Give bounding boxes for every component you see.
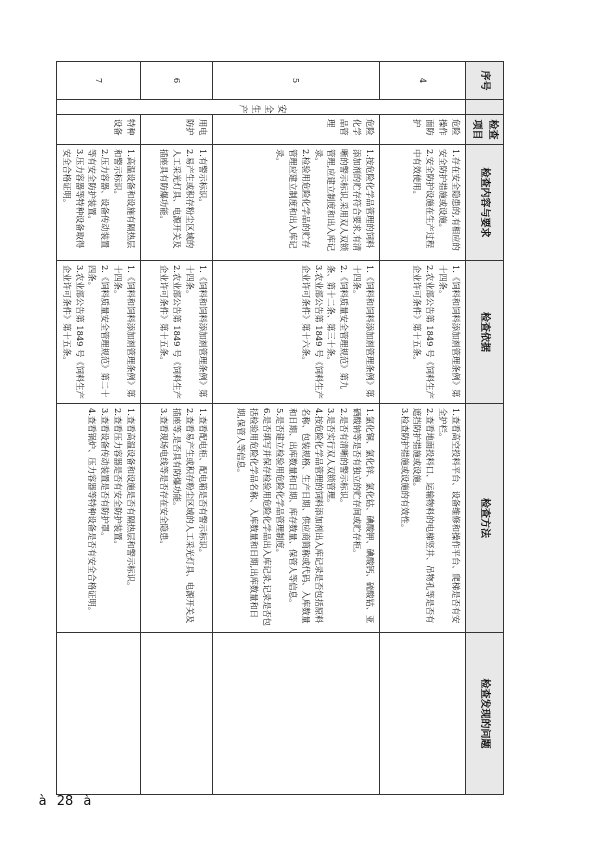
method-line: 3.查看现场电线等是否存在安全隐患。: [159, 408, 170, 549]
page-number-right-mark: à: [83, 794, 92, 809]
basis-cell: [380, 261, 466, 404]
category-cell: [56, 100, 465, 115]
basis-line: 2.《饲料质量安全管理规范》第九条、第十二条、第三十条。: [326, 265, 350, 390]
basis-line: 1.《饲料和饲料添加剂管理条例》第十四条。: [438, 265, 461, 398]
header-item: 检查项目: [466, 115, 504, 145]
issues-cell: [141, 633, 213, 795]
table-row: [141, 62, 213, 795]
content-line: 3.压力容器等特种设备取得安全合格证明。: [61, 149, 85, 249]
category-label: 安全生产: [236, 104, 286, 114]
method-line: 4.按危险化学品管理的饲料添加剂出入库记录是否包括原料名称、包装规格、生产日期、供应商简称或代码、入库数量和日期、出库数量和日期、库存数量、保管人等信息。: [287, 408, 324, 624]
item-cell: 用电防护: [141, 115, 213, 145]
header-basis: 检查依据: [466, 261, 504, 404]
issues-cell: [213, 633, 380, 795]
content-cell: [141, 145, 213, 261]
method-line: 2.查看地面投料口、运输物料的电梯竖井、吊物孔等是否有遮挡防护措施或设施。: [412, 408, 436, 624]
content-cell: [56, 145, 140, 261]
basis-line: 1.《饲料和饲料添加剂管理条例》第十四条。: [113, 265, 136, 398]
method-line: 6.是否填写并保存检验用危险化学品出入库记录,记录是否包括检验用危险化学品名称、入库数量和日期,出库数量和日期,保管人等信息。: [236, 408, 273, 626]
row-number: 6: [141, 62, 213, 100]
basis-line: 3.农业部公告第 1849 号《饲料生产企业许可条件》第十五条。: [61, 265, 85, 399]
method-line: 1.氯化铜、氯化锌、氯化钴、碘酸钾、碘酸钙、硫酸钴、亚硒酸钠等是否有独立的贮存间或贮存柜。: [352, 408, 375, 624]
content-line: 1.存在安全隐患的,有相应的安全防护措施或设施。: [438, 149, 461, 251]
method-line: 5.是否建立检验用危险化学品管理制度。: [274, 408, 285, 557]
basis-line: 3.农业部公告第 1849 号《饲料生产企业许可条件》第十六条。: [300, 265, 324, 399]
basis-line: 1.《饲料和饲料添加剂管理条例》第十四条。: [352, 265, 375, 398]
content-line: 2.压力容器、设备传动装置等有安全防护装置。: [87, 149, 111, 249]
inspection-table: [56, 61, 504, 795]
table-row: [380, 62, 466, 795]
row-number: 7: [56, 62, 140, 100]
content-cell: [380, 145, 466, 261]
item-cell: 危险化学品管理: [213, 115, 380, 145]
issues-cell: [56, 633, 140, 795]
header-row: [466, 62, 504, 795]
header-category: [466, 100, 504, 115]
basis-line: 1.《饲料和饲料添加剂管理条例》第十四条。: [185, 265, 208, 398]
method-line: 1.查看高温设备和设施是否有隔热层和警示标识。: [126, 408, 136, 591]
row-number: 5: [213, 62, 380, 100]
content-cell: [213, 145, 380, 261]
header-method: 检查方法: [466, 404, 504, 633]
basis-line: 2.《饲料质量安全管理规范》第二十四条。: [87, 265, 111, 398]
method-line: 3.是否实行双人双锁管理。: [326, 408, 337, 508]
table-row: [213, 62, 380, 795]
basis-cell: [141, 261, 213, 404]
item-cell: 特种设备: [56, 115, 140, 145]
method-cell: [141, 404, 213, 633]
method-line: 1.查看高空投料平台、设备维修和操作平台、爬梯是否有安全护栏。: [438, 408, 461, 624]
page-number-value: 28: [56, 794, 74, 809]
method-cell: [56, 404, 140, 633]
header-content: 检查内容与要求: [466, 145, 504, 261]
method-line: 4.查看锅炉、压力容器等特种设备是否有安全合格证明。: [87, 408, 98, 616]
content-line: 2.检验用危险化学品的贮存管理应建立制度和出入库记录。: [274, 149, 311, 249]
basis-cell: [56, 261, 140, 404]
method-cell: [213, 404, 380, 633]
method-line: 2.查看易产生或积存粉尘区域的人工采光灯具、电源开关及插座等,是否具有防爆功能。: [172, 408, 196, 624]
method-line: 3.检查防护措施或设施的有效性。: [399, 408, 410, 533]
content-line: 1.有警示标识。: [198, 149, 208, 207]
page-number-left-mark: à: [38, 794, 47, 809]
row-number: 4: [380, 62, 466, 100]
basis-line: 2.农业部公告第 1849 号《饲料生产企业许可条件》第十五条。: [159, 265, 183, 399]
header-no: 序号: [466, 62, 504, 100]
table-row: [56, 62, 140, 795]
method-line: 1.查看配电柜、配电箱是否有警示标识。: [198, 408, 208, 557]
header-issues: 检查发现的问题: [466, 633, 504, 795]
item-cell: 危险操作面防护: [380, 115, 466, 145]
rotated-inspection-table: [61, 61, 504, 794]
basis-cell: [213, 261, 380, 404]
method-line: 3.查看设备传动装置是否有防护罩。: [100, 408, 111, 541]
content-line: 1.高温设备和设施有隔热层和警示标识。: [113, 149, 136, 249]
basis-line: 2.农业部公告第 1849 号《饲料生产企业许可条件》第十五条。: [412, 265, 436, 399]
method-cell: [380, 404, 466, 633]
page-number: [0, 794, 130, 809]
content-line: 1.按危险化学品管理的饲料添加剂的贮存符合要求,有清晰的警示标识,采用双人双锁管理,应建立制度和出入库记录。: [313, 149, 375, 252]
content-line: 2.易产生或积存粉尘区域的人工采光灯具、电源开关及插座具有防爆功能。: [159, 149, 196, 249]
issues-cell: [380, 633, 466, 795]
method-line: 2.是否有清晰的警示标识。: [339, 408, 350, 508]
content-line: 2.安全防护设施在生产过程中有效使用。: [412, 149, 436, 249]
method-line: 2.查看压力容器是否有安全防护装置。: [113, 408, 124, 549]
